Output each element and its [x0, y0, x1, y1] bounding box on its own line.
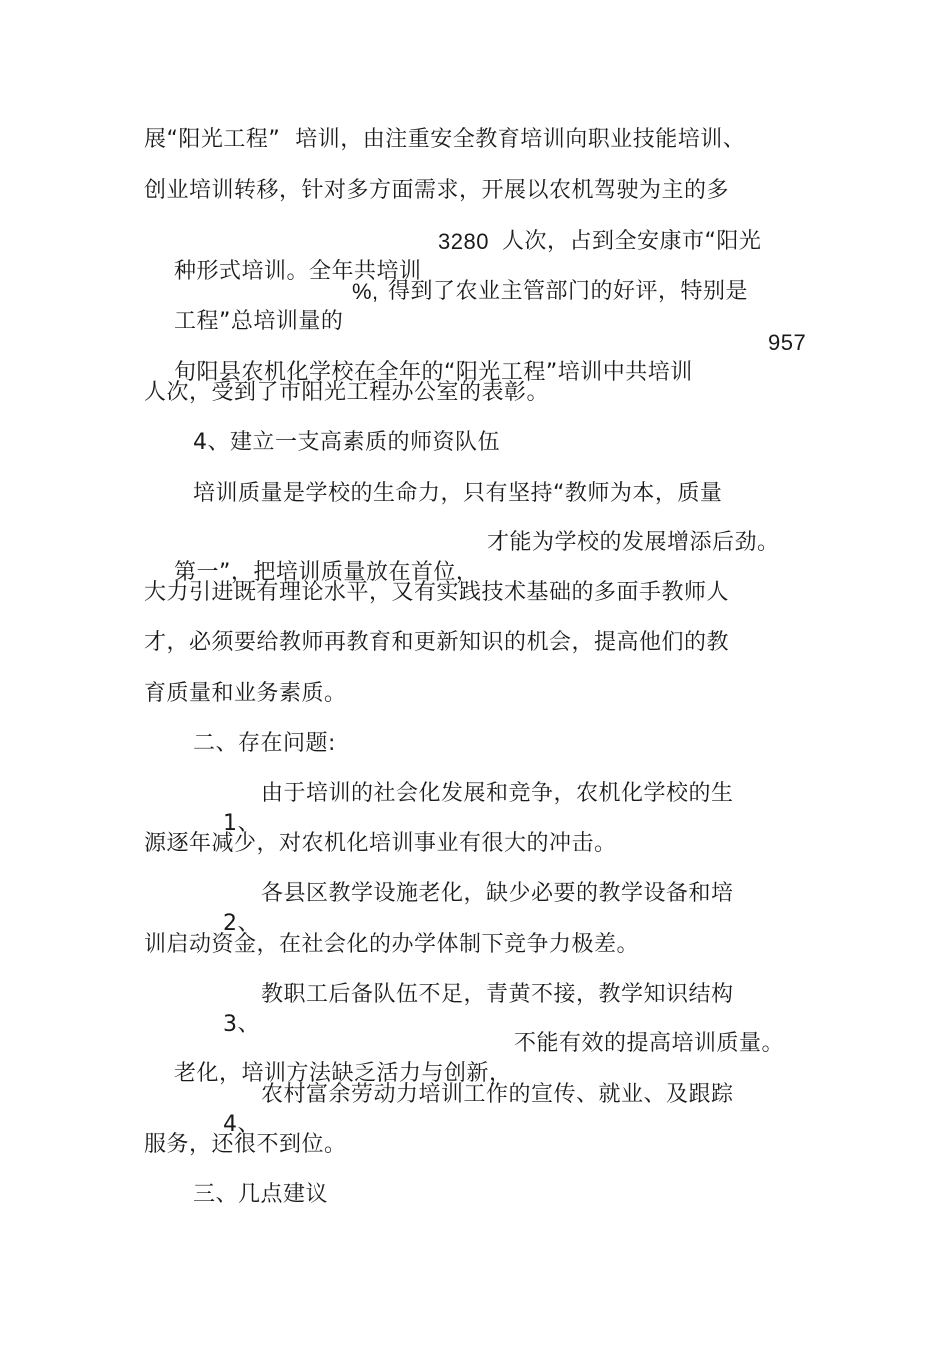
section-heading: 二、存在问题:: [193, 731, 336, 756]
text-segment: 得到了农业主管部门的好评，特别是: [388, 279, 749, 304]
list-number: 1、: [222, 811, 260, 836]
paragraph-line: 育质量和业务素质。: [144, 681, 347, 706]
text-segment: 老化，培训方法缺乏活力与创新，: [173, 1061, 512, 1086]
text-segment: 第一”，把培训质量放在首位，: [173, 560, 479, 585]
text-segment: 种形式培训。全年共培训: [173, 259, 422, 284]
text-segment: 才能为学校的发展增添后劲。: [487, 530, 780, 555]
list-item-continuation: 服务，还很不到位。: [144, 1132, 347, 1157]
list-item-text: 由于培训的社会化发展和竞争，农机化学校的生: [261, 781, 734, 806]
percent-value: %,: [352, 279, 379, 304]
section-heading: 三、几点建议: [193, 1182, 329, 1207]
paragraph-line: 才，必须要给教师再教育和更新知识的机会，提高他们的教: [144, 630, 730, 655]
list-item-text: 各县区教学设施老化，缺少必要的教学设备和培: [261, 881, 734, 906]
list-item-continuation: 源逐年减少，对农机化培训事业有很大的冲击。: [144, 831, 617, 856]
list-item-continuation: 训启动资金，在社会化的办学体制下竞争力极差。: [144, 932, 640, 957]
text-segment: 旬阳县农机化学校在全年的“阳光工程”培训中共培训: [173, 360, 693, 385]
section-heading: 4、建立一支高素质的师资队伍: [193, 430, 500, 455]
list-item-text: 农村富余劳动力培训工作的宣传、就业、及跟踪: [261, 1082, 734, 1107]
list-number: 3、: [222, 1012, 260, 1037]
text-segment: 工程”总培训量的: [173, 309, 344, 334]
text-segment: 人次，占到全安康市“阳光: [502, 229, 762, 254]
paragraph-line: 人次，受到了市阳光工程办公室的表彰。: [144, 380, 550, 405]
training-count: 3280: [438, 229, 489, 254]
list-number: 2、: [222, 911, 260, 936]
paragraph-line: 创业培训转移，针对多方面需求，开展以农机驾驶为主的多: [144, 178, 730, 203]
paragraph-line: 展“阳光工程” 培训，由注重安全教育培训向职业技能培训、: [144, 127, 746, 152]
list-number: 4、: [222, 1112, 260, 1137]
paragraph-line: 大力引进既有理论水平，又有实践技术基础的多面手教师人: [144, 580, 730, 605]
list-item-text: 教职工后备队伍不足，青黄不接，教学知识结构: [261, 982, 734, 1007]
paragraph-line: 培训质量是学校的生命力，只有坚持“教师为本，质量: [193, 481, 723, 506]
training-count: 957: [768, 330, 807, 355]
text-segment: 不能有效的提高培训质量。: [514, 1031, 785, 1056]
